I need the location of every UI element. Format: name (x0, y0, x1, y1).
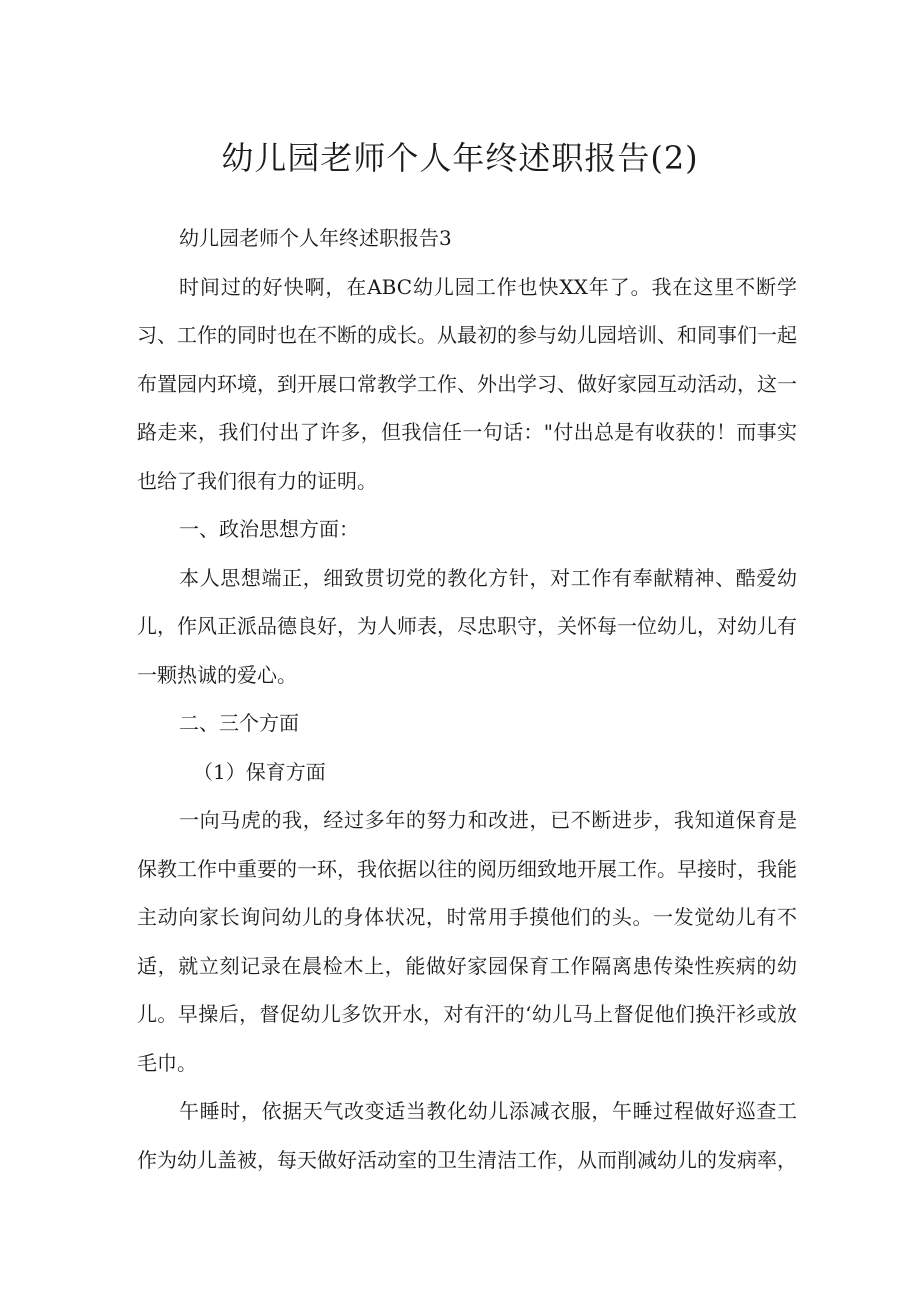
section-heading-politics: 一、政治思想方面： (179, 517, 359, 541)
report-subtitle: 幼儿园老师个人年终述职报告3 (179, 226, 452, 250)
politics-paragraph: 本人思想端正，细致贯切党的教化方针，对工作有奉献精神、酷爱幼儿，作风正派品德良好，为人师表，尽忠职守，关怀每一位幼儿，对幼儿有一颗热诚的爱心。 (137, 565, 797, 687)
intro-paragraph: 时间过的好快啊，在ABC幼儿园工作也快XX年了。我在这里不断学习、工作的同时也在不断的成长。从最初的参与幼儿园培训、和同事们一起布置园内环境，到开展口常教学工作、外出学习、做好家园互动活动，这一路走来，我们付出了许多，但我信任一句话："付出总是有收获的！而事实也给了我们很有力的证明。 (137, 274, 797, 493)
nap-paragraph: 午睡时，依据天气改变适当教化幼儿添减衣服，午睡过程做好巡查工作为幼儿盖被，每天做好活动室的卫生清洁工作，从而削减幼儿的发病率， (137, 1099, 797, 1172)
care-paragraph: 一向马虎的我，经过多年的努力和改进，已不断进步，我知道保育是保教工作中重要的一环，我依据以往的阅历细致地开展工作。早接时，我能主动向家长询问幼儿的身体状况，时常用手摸他们的头。一发觉幼儿有不适，就立刻记录在晨检木上，能做好家园保育工作隔离患传染性疾病的幼儿。早操后，督促幼儿多饮开水，对有汗的‘幼儿马上督促他们换汗衫或放毛巾。 (137, 808, 797, 1075)
document-title: 幼儿园老师个人年终述职报告(2) (221, 139, 699, 177)
document-body (137, 214, 797, 1184)
section-heading-three-aspects: 二、三个方面 (179, 711, 299, 735)
subsection-heading-care: （1）保育方面 (193, 759, 326, 784)
